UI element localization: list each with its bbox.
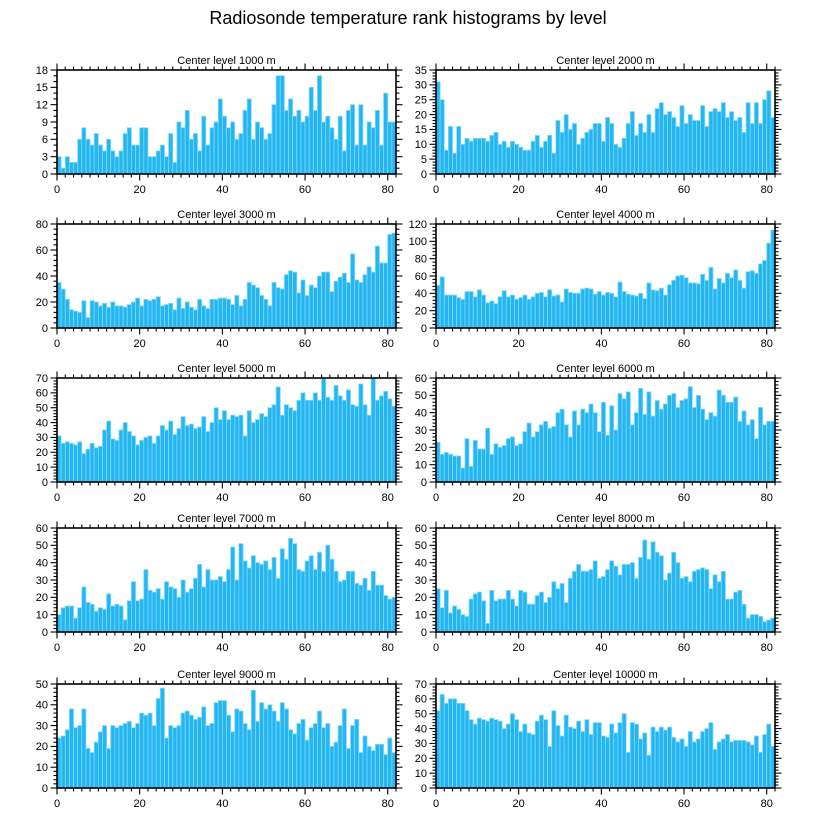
histogram-10000m <box>396 668 789 820</box>
svg-text:20: 20 <box>133 338 146 350</box>
svg-text:0: 0 <box>41 626 48 639</box>
subplot-title-9000m: Center level 9000 m <box>177 669 276 681</box>
subplot-7000m <box>17 512 410 664</box>
svg-text:80: 80 <box>760 798 773 810</box>
svg-text:20: 20 <box>35 741 48 754</box>
svg-text:30: 30 <box>414 738 427 751</box>
svg-text:0: 0 <box>420 322 427 335</box>
svg-text:10: 10 <box>414 767 427 780</box>
svg-text:40: 40 <box>35 557 48 570</box>
svg-text:80: 80 <box>381 492 394 504</box>
svg-text:40: 40 <box>35 699 48 712</box>
subplot-10000m <box>396 668 789 820</box>
svg-text:20: 20 <box>414 305 427 318</box>
subplot-title-5000m: Center level 5000 m <box>177 363 276 375</box>
svg-text:35: 35 <box>414 64 427 77</box>
svg-text:20: 20 <box>414 753 427 766</box>
subplot-title-4000m: Center level 4000 m <box>556 209 655 221</box>
svg-text:50: 50 <box>35 402 48 415</box>
svg-text:70: 70 <box>414 678 427 691</box>
svg-text:40: 40 <box>595 642 608 654</box>
svg-text:20: 20 <box>512 642 525 654</box>
svg-text:80: 80 <box>381 798 394 810</box>
svg-text:60: 60 <box>35 244 48 257</box>
histogram-7000m <box>17 512 410 664</box>
svg-text:20: 20 <box>512 184 525 196</box>
svg-text:0: 0 <box>432 338 440 350</box>
svg-text:6: 6 <box>41 134 48 147</box>
svg-text:20: 20 <box>133 492 146 504</box>
subplot-9000m <box>17 668 410 820</box>
svg-text:20: 20 <box>133 798 146 810</box>
svg-text:60: 60 <box>677 642 691 654</box>
histogram-4000m <box>396 208 789 360</box>
histogram-1000m <box>17 54 410 206</box>
subplot-5000m <box>17 362 410 514</box>
svg-text:80: 80 <box>760 492 773 504</box>
svg-text:18: 18 <box>35 64 48 77</box>
svg-text:0: 0 <box>420 782 427 795</box>
svg-text:0: 0 <box>53 184 61 196</box>
subplot-3000m <box>17 208 410 360</box>
svg-text:30: 30 <box>414 574 427 587</box>
svg-text:20: 20 <box>35 296 48 309</box>
svg-text:60: 60 <box>298 798 312 810</box>
svg-text:40: 40 <box>216 338 229 350</box>
svg-text:60: 60 <box>414 372 427 385</box>
svg-text:20: 20 <box>414 109 427 122</box>
svg-text:60: 60 <box>677 184 691 196</box>
svg-text:0: 0 <box>41 782 48 795</box>
svg-text:10: 10 <box>35 461 48 474</box>
svg-text:60: 60 <box>35 522 48 535</box>
svg-text:20: 20 <box>35 592 48 605</box>
svg-text:0: 0 <box>41 168 48 181</box>
svg-text:40: 40 <box>595 184 608 196</box>
svg-text:0: 0 <box>432 492 440 504</box>
subplot-title-6000m: Center level 6000 m <box>556 363 655 375</box>
svg-text:80: 80 <box>760 338 773 350</box>
svg-text:15: 15 <box>414 124 427 137</box>
svg-text:40: 40 <box>216 642 229 654</box>
svg-text:0: 0 <box>53 642 61 654</box>
svg-text:3: 3 <box>41 151 48 164</box>
svg-text:20: 20 <box>512 492 525 504</box>
svg-text:40: 40 <box>414 557 427 570</box>
svg-text:80: 80 <box>381 338 394 350</box>
svg-text:20: 20 <box>133 642 146 654</box>
svg-text:60: 60 <box>298 338 312 350</box>
svg-text:80: 80 <box>381 184 394 196</box>
svg-text:40: 40 <box>414 407 427 420</box>
svg-text:40: 40 <box>595 798 608 810</box>
svg-text:20: 20 <box>133 184 146 196</box>
svg-text:30: 30 <box>414 424 427 437</box>
svg-text:60: 60 <box>414 693 427 706</box>
svg-text:50: 50 <box>414 540 427 553</box>
svg-text:60: 60 <box>298 492 312 504</box>
svg-text:60: 60 <box>677 492 691 504</box>
svg-text:80: 80 <box>35 218 48 231</box>
svg-text:40: 40 <box>595 338 608 350</box>
svg-text:40: 40 <box>414 723 427 736</box>
subplot-4000m <box>396 208 789 360</box>
svg-text:60: 60 <box>414 270 427 283</box>
svg-text:60: 60 <box>677 338 691 350</box>
svg-text:50: 50 <box>414 708 427 721</box>
svg-text:0: 0 <box>420 476 427 489</box>
svg-text:50: 50 <box>35 678 48 691</box>
svg-text:20: 20 <box>512 798 525 810</box>
svg-text:30: 30 <box>35 574 48 587</box>
svg-text:40: 40 <box>35 270 48 283</box>
svg-text:80: 80 <box>760 642 773 654</box>
svg-text:30: 30 <box>414 79 427 92</box>
histogram-6000m <box>396 362 789 514</box>
svg-text:70: 70 <box>35 372 48 385</box>
subplot-title-2000m: Center level 2000 m <box>556 55 655 67</box>
svg-text:40: 40 <box>216 184 229 196</box>
svg-text:40: 40 <box>35 417 48 430</box>
figure-title: Radiosonde temperature rank histograms by level <box>209 8 607 28</box>
svg-text:30: 30 <box>35 720 48 733</box>
histogram-8000m <box>396 512 789 664</box>
svg-text:50: 50 <box>35 540 48 553</box>
svg-text:80: 80 <box>381 642 394 654</box>
svg-text:0: 0 <box>41 476 48 489</box>
svg-text:5: 5 <box>420 153 427 166</box>
subplot-title-3000m: Center level 3000 m <box>177 209 276 221</box>
svg-text:12: 12 <box>35 99 48 112</box>
svg-text:0: 0 <box>53 338 61 350</box>
svg-text:50: 50 <box>414 390 427 403</box>
svg-text:0: 0 <box>432 184 440 196</box>
svg-text:60: 60 <box>677 798 691 810</box>
svg-text:9: 9 <box>41 116 48 129</box>
svg-text:60: 60 <box>35 387 48 400</box>
svg-text:40: 40 <box>414 288 427 301</box>
svg-text:10: 10 <box>35 609 48 622</box>
histogram-3000m <box>17 208 410 360</box>
svg-text:10: 10 <box>414 609 427 622</box>
svg-text:80: 80 <box>414 253 427 266</box>
subplot-title-8000m: Center level 8000 m <box>556 513 655 525</box>
svg-text:10: 10 <box>35 762 48 774</box>
svg-text:20: 20 <box>512 338 525 350</box>
svg-text:10: 10 <box>414 139 427 152</box>
subplot-title-7000m: Center level 7000 m <box>177 513 276 525</box>
svg-text:40: 40 <box>216 798 229 810</box>
subplot-title-1000m: Center level 1000 m <box>177 55 276 67</box>
svg-text:60: 60 <box>414 522 427 535</box>
svg-text:120: 120 <box>408 218 427 231</box>
svg-text:0: 0 <box>53 798 61 810</box>
histogram-2000m <box>396 54 789 206</box>
svg-text:20: 20 <box>414 442 427 455</box>
svg-text:20: 20 <box>414 592 427 605</box>
svg-text:0: 0 <box>420 626 427 639</box>
subplot-title-10000m: Center level 10000 m <box>553 669 658 681</box>
svg-text:60: 60 <box>298 642 312 654</box>
svg-text:0: 0 <box>41 322 48 335</box>
svg-text:0: 0 <box>432 798 440 810</box>
svg-text:0: 0 <box>53 492 61 504</box>
subplot-8000m <box>396 512 789 664</box>
svg-text:25: 25 <box>414 94 427 107</box>
svg-text:15: 15 <box>35 82 48 95</box>
svg-text:0: 0 <box>420 168 427 181</box>
svg-text:100: 100 <box>408 236 427 249</box>
histogram-9000m <box>17 668 410 820</box>
svg-text:20: 20 <box>35 447 48 460</box>
svg-text:10: 10 <box>414 459 427 472</box>
subplot-6000m <box>396 362 789 514</box>
svg-text:40: 40 <box>216 492 229 504</box>
svg-text:0: 0 <box>432 642 440 654</box>
subplot-1000m <box>17 54 410 206</box>
svg-text:60: 60 <box>298 184 312 196</box>
subplot-2000m <box>396 54 789 206</box>
svg-text:30: 30 <box>35 432 48 445</box>
histogram-5000m <box>17 362 410 514</box>
svg-text:80: 80 <box>760 184 773 196</box>
svg-text:40: 40 <box>595 492 608 504</box>
